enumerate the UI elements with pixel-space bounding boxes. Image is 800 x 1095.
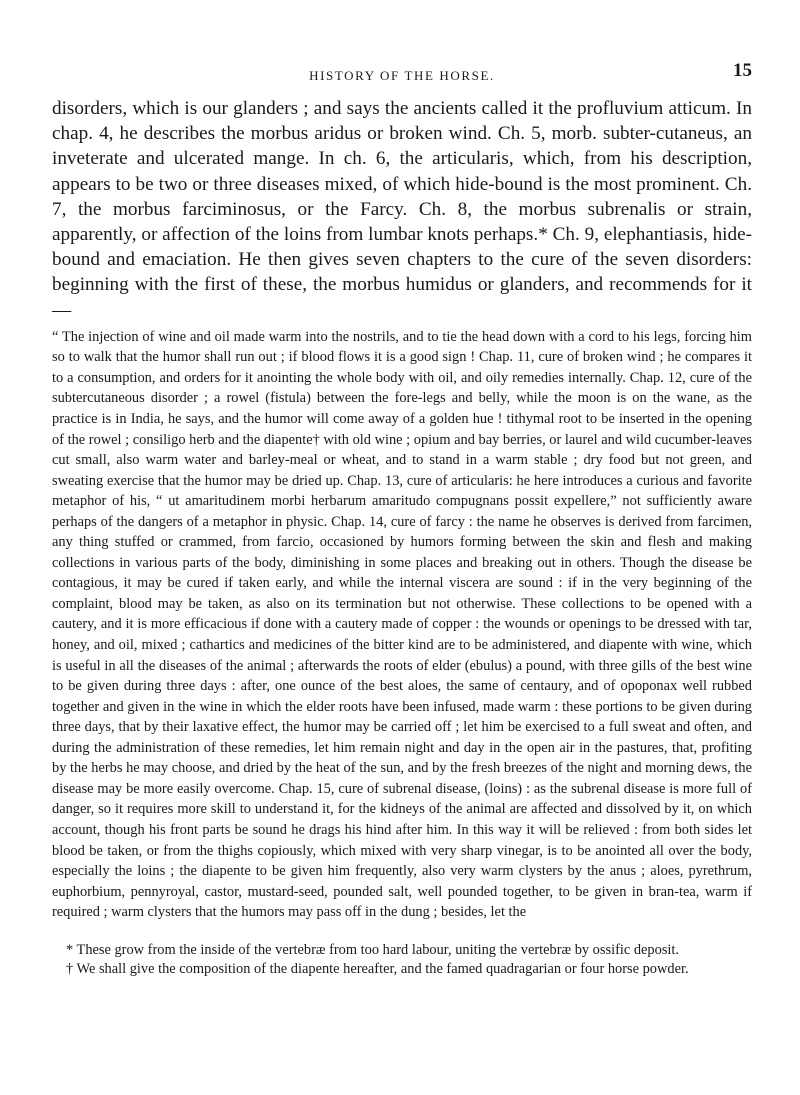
running-title: HISTORY OF THE HORSE.: [309, 68, 495, 83]
footnote-vertebrae: * These grow from the inside of the vertebræ from too hard labour, uniting the vertebræ by ossific deposit.: [66, 941, 680, 958]
footnotes: [52, 941, 752, 979]
running-head: [52, 60, 752, 90]
book-page: [52, 60, 752, 979]
footnote-diapente: † We shall give the composition of the diapente hereafter, and the famed quadragarian or four horse powder.: [66, 960, 689, 977]
body-paragraph-quoted-cures: “ The injection of wine and oil made warm into the nostrils, and to tie the head down with a cord to his legs, forcing him so to walk that the humor shall run out ; if blood flows it is a good sign ! Chap. 11, cure of broken wind ; he compares it to a consumption, and orders for it anointing the whole body with oil, and oily remedies internally. Chap. 12, cure of the subtercutaneous disorder ; a rowel (fistula) between the fore-legs and belly, while the moon is on the wane, as the practice is in India, he says, and the humor will come away of a golden hue ! tithymal root to be inserted in the opening of the rowel ; consiligo herb and the diapente† with old wine ; opium and bay berries, or laurel and wild cucumber-leaves cut small, also warm water and barley-meal or wheat, and to stand in a warm stable ; dry food but not green, and sweating exercise that the humor may be dried up. Chap. 13, cure of articularis: he here introduces a curious and favorite metaphor of his, “ ut amaritudinem morbi herbarum amaritudo compugnans possit expellere,” not sufficiently aware perhaps of the dangers of a metaphor in physic. Chap. 14, cure of farcy : the name he observes is derived from farcimen, any thing stuffed or crammed, from farcio, occasioned by humors forming between the skin and flesh and making collections in various parts of the body, diminishing in some places and breaking out in others. Though the disease be contagious, it may be cured if taken early, and while the internal viscera are sound : if in the very beginning of the complaint, blood may be taken, as also on its termination but not otherwise. These collections to be opened with a cautery, and it is more efficacious if done with a cautery made of copper : the wounds or openings to be dressed with tar, honey, and oil, mixed ; cathartics and medicines of the bitter kind are to be administered, and diapente with wine, which is useful in all the diseases of the animal ; afterwards the roots of elder (ebulus) a pound, with three gills of the best wine to be given during three days : after, one ounce of the best aloes, the same of centaury, and of opoponax well rubbed together and given in the wine in which the elder roots have been infused, made warm : these portions to be given during three days, that by their laxative effect, the humor may be carried off ; let him be exercised to a full sweat and often, and during the administration of these remedies, let him remain night and day in the open air in the pastures, that, profiting by the herbs he may choose, and dried by the heat of the sun, and by the fresh breezes of the night and morning dews, the disease may be more easily overcome. Chap. 15, cure of subrenal disease, (loins) : as the subrenal disease is more full of danger, so it requires more skill to understand it, for the kidneys of the animal are affected and dissolved by it, on which account, though his front parts be sound he drags his hind after him. In this way it will be relieved : from both sides let blood be taken, or from the thighs copiously, which mixed with very sharp vinegar, is to be anointed all over the body, especially the loins ; the diapente to be given him frequently, also very warm clysters by the anus ; aloes, pyrethrum, euphorbium, pennyroyal, castor, mustard-seed, pounded salt, well pounded together, to be given in bran-tea, warm if required ; warm clysters that the humors may pass off in the dung ; besides, let the: [52, 328, 752, 921]
body-paragraph-main: disorders, which is our glanders ; and says the ancients called it the profluvium atticum. In chap. 4, he describes the morbus aridus or broken wind. Ch. 5, morb. subter-cutaneus, an inveterate and ulcerated mange. In ch. 6, the articularis, which, from his description, appears to be two or three diseases mixed, of which hide-bound is the most prominent. Ch. 7, the morbus farciminosus, or the Farcy. Ch. 8, the morbus subrenalis or strain, apparently, or affection of the loins from lumbar knots perhaps.* Ch. 9, elephantiasis, hide-bound and emaciation. He then gives seven chapters to the cure of the seven disorders: beginning with the first of these, the morbus humidus or glanders, and recommends for it—: [52, 98, 752, 321]
page-number: 15: [733, 60, 752, 81]
